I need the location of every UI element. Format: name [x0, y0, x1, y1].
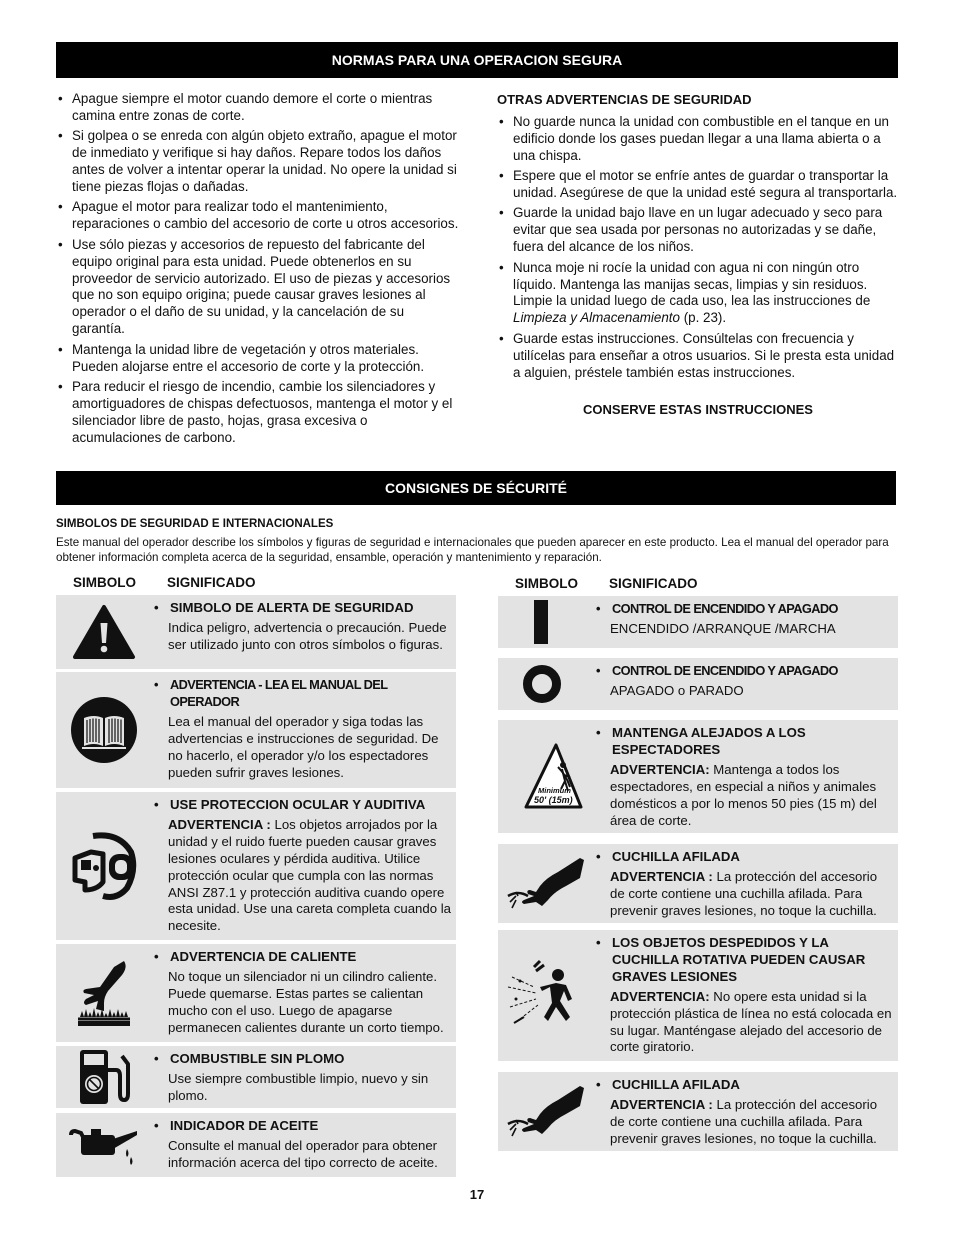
list-item: • Use sólo piezas y accesorios de repuesto del fabricante del equipo original para esta unidad. Puede obtenerlos en su proveedor de servicio autorizado. El uso de piezas y accesorios que no son equipo origina; puede causar graves lesiones al operador o el daño de su unidad, y la cancelación de su garantía.	[56, 237, 460, 338]
symbol-row-sharp-blade	[498, 844, 898, 923]
symbol-text: La protección del accesorio de corte contiene una cuchilla afilada. Para prevenir graves lesiones, no toque la cuchilla.	[610, 1096, 878, 1146]
symbol-description	[610, 663, 894, 700]
symbol-description	[610, 601, 894, 638]
symbol-description	[610, 725, 894, 829]
list-item: • Para reducir el riesgo de incendio, cambie los silenciadores y amortiguadores de chispas defectuosos, mantenga el motor y el silenciador libre de pasto, hojas, grasa excesiva o acumulaciones de carbono.	[56, 379, 460, 447]
symbol-text: Lea el manual del operador y siga todas las advertencias e instrucciones de seguridad. De no hacerlo, el operador y/o los espectadores pueden sufrir graves lesiones.	[168, 713, 439, 780]
cleaning-storage-reference: Limpieza y Almacenamiento	[513, 310, 680, 326]
symbol-row-keep-bystanders-away	[498, 720, 898, 833]
list-item: • Guarde estas instrucciones. Consúltelas con frecuencia y utilícelas para enseñar a otros usuarios. Si le presta esta unidad a alguien, préstele también estas instrucciones.	[497, 331, 899, 382]
col-header-meaning: SIGNIFICADO	[609, 576, 698, 591]
symbol-text: ENCENDIDO /ARRANQUE /MARCHA	[610, 620, 836, 636]
off-symbol-icon	[498, 658, 586, 710]
symbol-row-safety-alert	[56, 595, 456, 669]
symbol-text: No opere esta unidad si la protección plástica de línea no está colocada en su lugar. Manténgase alejado del accesorio de corte giratorio.	[610, 988, 892, 1055]
safety-alert-icon	[56, 595, 152, 669]
symbol-row-hot-surface	[56, 944, 456, 1042]
symbol-text-wrap	[610, 869, 894, 920]
warning-label: ADVERTENCIA :	[610, 1096, 713, 1112]
symbol-title: • USE PROTECCION OCULAR Y AUDITIVA	[168, 797, 452, 814]
keep-bystanders-away-icon	[498, 720, 594, 833]
col-header-symbol: SIMBOLO	[73, 575, 136, 590]
thrown-objects-icon	[498, 930, 594, 1061]
symbol-text: Los objetos arrojados por la unidad y el ruido fuerte pueden causar graves lesiones oculares y pérdida auditiva. Utilice protección ocular que cumpla con las normas ANSI Z87.1 y protección auditiva cuando opere esta unidad. Use una careta completa cuando la necesite.	[168, 816, 451, 934]
col-header-meaning: SIGNIFICADO	[167, 575, 256, 590]
sharp-blade-icon	[498, 1072, 594, 1151]
symbol-title: • MANTENGA ALEJADOS A LOS ESPECTADORES	[610, 725, 894, 759]
symbol-title: • CONTROL DE ENCENDIDO Y APAGADO	[610, 601, 894, 618]
conserve-instructions: CONSERVE ESTAS INSTRUCCIONES	[583, 401, 813, 417]
on-symbol-icon	[498, 596, 586, 648]
symbol-description	[168, 1051, 452, 1105]
list-item: • Si golpea o se enreda con algún objeto extraño, apague el motor de inmediato y verifique si hay daños. Repare todos los daños antes de volver a intentar operar la unidad. No opere la unidad si tiene piezas flojas o dañadas.	[56, 128, 460, 196]
item-text: (p. 23).	[679, 310, 727, 326]
symbol-title: • LOS OBJETOS DESPEDIDOS Y LA CUCHILLA ROTATIVA PUEDEN CAUSAR GRAVES LESIONES	[610, 935, 894, 986]
minimum-label: Minimum	[538, 785, 571, 795]
symbol-row-on-control	[498, 596, 898, 648]
unleaded-fuel-icon	[56, 1046, 152, 1108]
safety-rules-left-column	[56, 91, 460, 450]
warning-label: ADVERTENCIA:	[610, 988, 710, 1004]
list-item: • Apague el motor para realizar todo el mantenimiento, reparaciones o cambio del accesorio de corte u otros accesorios.	[56, 199, 460, 233]
symbol-description	[168, 949, 452, 1037]
other-warnings-list	[497, 114, 899, 382]
symbol-description	[168, 1118, 452, 1172]
symbol-row-read-manual	[56, 672, 456, 788]
symbol-title: • ADVERTENCIA - LEA EL MANUAL DEL OPERADOR	[168, 677, 452, 711]
symbol-row-sharp-blade	[498, 1072, 898, 1151]
symbol-description	[610, 849, 894, 920]
symbol-description	[610, 1077, 894, 1148]
list-item: • No guarde nunca la unidad con combustible en el tanque en un edificio donde los gases puedan llegar a una llama abierta o a una chispa.	[497, 114, 899, 165]
symbol-description	[610, 935, 894, 1056]
symbol-row-unleaded-fuel	[56, 1046, 456, 1108]
section-header-safety-symbols	[56, 471, 896, 505]
symbol-text: Consulte el manual del operador para obtener información acerca del tipo correcto de aceite.	[168, 1137, 438, 1170]
symbols-subtitle: SIMBOLOS DE SEGURIDAD E INTERNACIONALES	[56, 518, 334, 530]
read-manual-icon	[56, 672, 152, 788]
symbol-description	[168, 797, 452, 935]
list-item: • Mantenga la unidad libre de vegetación y otros materiales. Pueden alojarse entre el accesorio de corte y la protección.	[56, 342, 460, 376]
oil-can-icon	[56, 1113, 152, 1177]
list-item	[497, 260, 899, 328]
section-header-safe-operation	[56, 42, 898, 78]
symbol-title: • SIMBOLO DE ALERTA DE SEGURIDAD	[168, 600, 452, 617]
symbol-title: • CUCHILLA AFILADA	[610, 849, 894, 866]
symbol-text-wrap	[610, 989, 894, 1057]
symbol-title: • CONTROL DE ENCENDIDO Y APAGADO	[610, 663, 894, 680]
list-item: • Guarde la unidad bajo llave en un lugar adecuado y seco para evitar que sea usada por personas no autorizadas y se dañe, fuera del alcance de los niños.	[497, 205, 899, 256]
symbol-text: La protección del accesorio de corte contiene una cuchilla afilada. Para prevenir graves lesiones, no toque la cuchilla.	[610, 868, 878, 918]
symbol-text: Use siempre combustible limpio, nuevo y sin plomo.	[168, 1070, 429, 1103]
distance-label: 50' (15m)	[534, 794, 573, 805]
section-title: CONSIGNES DE SÉCURITÉ	[384, 480, 568, 496]
symbol-title: • CUCHILLA AFILADA	[610, 1077, 894, 1094]
symbol-text: Mantenga a todos los espectadores, en especial a niños y animales domésticos a por lo menos 50 pies (15 m) del área de corte.	[610, 761, 877, 828]
list-item: • Apague siempre el motor cuando demore el corte o mientras camina entre zonas de corte.	[56, 91, 460, 125]
warning-label: ADVERTENCIA:	[610, 761, 710, 777]
symbol-title: • INDICADOR DE ACEITE	[168, 1118, 452, 1135]
section-title: NORMAS PARA UNA OPERACION SEGURA	[331, 52, 623, 68]
col-header-symbol: SIMBOLO	[515, 576, 578, 591]
symbol-text-wrap	[610, 1097, 894, 1148]
symbol-description	[168, 677, 452, 781]
page-number: 17	[469, 1187, 485, 1202]
item-text: Nunca moje ni rocíe la unidad con agua ni con ningún otro líquido. Mantenga las manijas secas, limpias y sin residuos. Limpie la unidad luego de cada uso, lea las instrucciones de	[513, 259, 871, 309]
safety-rules-right-column	[497, 92, 899, 418]
symbol-title: • COMBUSTIBLE SIN PLOMO	[168, 1051, 452, 1068]
symbol-description	[168, 600, 452, 654]
symbols-intro: Este manual del operador describe los símbolos y figuras de seguridad e internacionales que pueden aparecer en este producto. Lea el manual del operador para obtener información completa acerca de la seguridad, ensamble, operación y mantenimiento y reparación.	[56, 536, 889, 564]
warning-label: ADVERTENCIA :	[610, 868, 713, 884]
symbol-text: Indica peligro, advertencia o precaución. Puede ser utilizado junto con otros símbolos o figuras.	[168, 619, 447, 652]
list-item: • Espere que el motor se enfríe antes de guardar o transportar la unidad. Asegúrese de que la unidad esté segura al transportarla.	[497, 168, 899, 202]
symbol-row-off-control	[498, 658, 898, 710]
symbol-text-wrap	[610, 762, 894, 830]
symbol-row-thrown-objects	[498, 930, 898, 1061]
symbol-row-oil	[56, 1113, 456, 1177]
symbol-text-wrap	[168, 817, 452, 935]
symbol-title: • ADVERTENCIA DE CALIENTE	[168, 949, 452, 966]
sharp-blade-icon	[498, 844, 594, 923]
symbol-text: No toque un silenciador ni un cilindro caliente. Puede quemarse. Estas partes se calientan mucho con el uso. Luego de apagarse permanecen calientes durante un corto tiempo.	[168, 968, 444, 1035]
symbol-text: APAGADO o PARADO	[610, 682, 744, 698]
hot-surface-icon	[56, 944, 152, 1042]
eye-ear-protection-icon	[56, 792, 152, 940]
other-warnings-heading: OTRAS ADVERTENCIAS DE SEGURIDAD	[497, 92, 752, 107]
warning-label: ADVERTENCIA :	[168, 816, 271, 832]
symbol-row-eye-ear-protection	[56, 792, 456, 940]
safety-rules-list	[56, 91, 460, 447]
